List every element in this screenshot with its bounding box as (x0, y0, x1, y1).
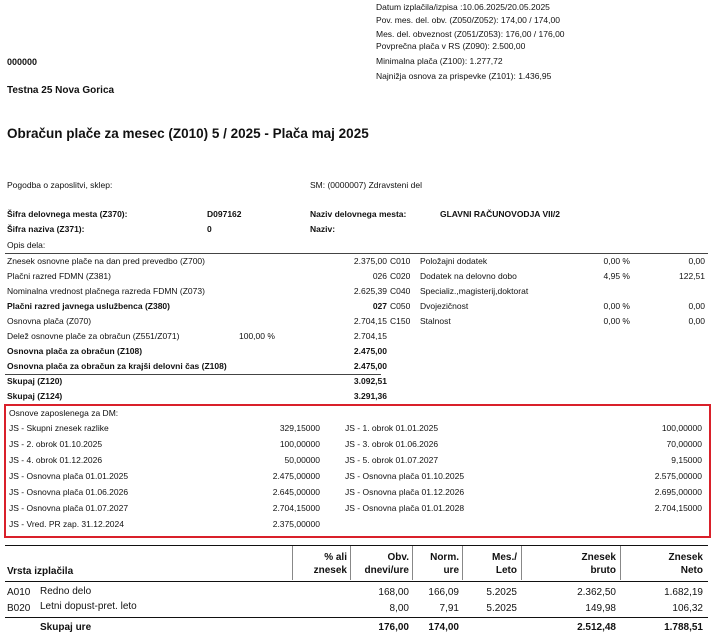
header-type: Vrsta izplačila (7, 566, 74, 577)
divider (5, 253, 708, 254)
header-bottom-border (5, 581, 708, 582)
dm-left-value: 2.475,00000 (272, 471, 320, 481)
salary-row: Osnovna plača (Z070) 2.704,15 (7, 316, 387, 326)
employee-code: 000000 (7, 57, 38, 67)
salary-row: Skupaj (Z120) 3.092,51 (7, 376, 387, 386)
min-contribution-base: Najnižja osnova za prispevke (Z101): 1.436,95 (376, 71, 552, 81)
header-obv: Obv. dnevi/ure (364, 552, 409, 576)
allowance-row: C040 Specializ.,magisterij,doktorat (390, 286, 529, 296)
table-top-border (5, 545, 708, 546)
minimum-wage: Minimalna plača (Z100): 1.277,72 (376, 56, 503, 66)
dm-left-label: JS - Skupni znesek razlike (9, 423, 109, 433)
avg-salary-rs: Povprečna plača v RS (Z090): 2.500,00 (376, 41, 526, 51)
title-code-label: Šifra naziva (Z371): (7, 224, 85, 234)
workplace-code-label: Šifra delovnega mesta (Z370): (7, 209, 128, 219)
dm-right-label: JS - 5. obrok 01.07.2027 (345, 455, 439, 465)
header-neto: Znesek Neto (668, 552, 703, 576)
avg-work-hours: Pov. mes. del. obv. (Z050/Z052): 174,00 / 174,00 (376, 15, 560, 25)
salary-row: Delež osnovne plače za obračun (Z551/Z071) 100,00 % 2.704,15 (7, 331, 387, 341)
dm-left-value: 100,00000 (279, 439, 320, 449)
dm-right-label: JS - 1. obrok 01.01.2025 (345, 423, 439, 433)
header-bruto: Znesek bruto (581, 552, 616, 576)
workplace-name-label: Naziv delovnega mesta: (310, 209, 407, 219)
contract-label: Pogodba o zaposlitvi, sklep: (7, 180, 113, 190)
dm-left-label: JS - Osnovna plača 01.01.2025 (9, 471, 129, 481)
salary-row: Znesek osnovne plače na dan pred prevedbo (Z700) 2.375,00 (7, 256, 387, 266)
dm-left-value: 329,15000 (279, 423, 320, 433)
dm-right-label: JS - Osnovna plača 01.01.2028 (345, 503, 465, 513)
allowance-row: C050 Dvojezičnost 0,00 % 0,00 (390, 301, 705, 311)
payout-date: Datum izplačila/izpisa :10.06.2025/20.05.2025 (376, 2, 550, 12)
allowance-row: C020 Dodatek na delovno dobo 4,95 % 122,51 (390, 271, 705, 281)
dm-left-label: JS - 2. obrok 01.10.2025 (9, 439, 103, 449)
monthly-work-obligation: Mes. del. obveznost (Z051/Z053): 176,00 / 176,00 (376, 29, 565, 39)
dm-left-label: JS - Osnovna plača 01.06.2026 (9, 487, 129, 497)
dm-right-label: JS - Osnovna plača 01.10.2025 (345, 471, 465, 481)
title-code-value: 0 (207, 224, 212, 234)
allowance-row: C150 Stalnost 0,00 % 0,00 (390, 316, 705, 326)
workplace-name-value: GLAVNI RAČUNOVODJA VII/2 (440, 209, 560, 219)
dm-right-label: JS - Osnovna plača 01.12.2026 (345, 487, 465, 497)
salary-row: Osnovna plača za obračun (Z108) 2.475,00 (7, 346, 387, 356)
title-name-label: Naziv: (310, 224, 336, 234)
page-title: Obračun plače za mesec (Z010) 5 / 2025 - Plača maj 2025 (7, 126, 369, 141)
dm-left-label: JS - Vred. PR zap. 31.12.2024 (9, 519, 124, 529)
header-mes: Mes./ Leto (491, 552, 517, 576)
header-norm: Norm. ure (430, 552, 459, 576)
sm-label: SM: (0000007) Zdravsteni del (310, 180, 422, 190)
salary-row: Plačni razred javnega uslužbenca (Z380) 027 (7, 301, 387, 311)
dm-left-label: JS - 4. obrok 01.12.2026 (9, 455, 103, 465)
dm-left-value: 2.375,00000 (272, 519, 320, 529)
salary-row: Osnovna plača za obračun za krajši delovni čas (Z108) 2.475,00 (7, 361, 387, 371)
total-top-border (5, 617, 708, 618)
dm-right-label: JS - 3. obrok 01.06.2026 (345, 439, 439, 449)
dm-right-value: 2.575,00000 (654, 471, 702, 481)
salary-row: Plačni razred FDMN (Z381) 026 (7, 271, 387, 281)
dm-right-value: 100,00000 (661, 423, 702, 433)
dm-right-value: 2.695,00000 (654, 487, 702, 497)
allowance-row: C010 Položajni dodatek 0,00 % 0,00 (390, 256, 705, 266)
salary-row: Skupaj (Z124) 3.291,36 (7, 391, 387, 401)
employee-address: Testna 25 Nova Gorica (7, 85, 115, 96)
dm-left-value: 2.704,15000 (272, 503, 320, 513)
dm-right-value: 2.704,15000 (654, 503, 702, 513)
dm-right-value: 9,15000 (671, 455, 702, 465)
dm-left-value: 50,00000 (284, 455, 320, 465)
dm-left-value: 2.645,00000 (272, 487, 320, 497)
dm-right-value: 70,00000 (666, 439, 702, 449)
salary-row: Nominalna vrednost plačnega razreda FDMN (Z073) 2.625,39 (7, 286, 387, 296)
workplace-code-value: D097162 (207, 209, 242, 219)
dm-left-label: JS - Osnovna plača 01.07.2027 (9, 503, 129, 513)
header-pct: % ali znesek (313, 552, 347, 576)
dm-title: Osnove zaposlenega za DM: (9, 408, 119, 418)
work-desc-label: Opis dela: (7, 240, 46, 250)
